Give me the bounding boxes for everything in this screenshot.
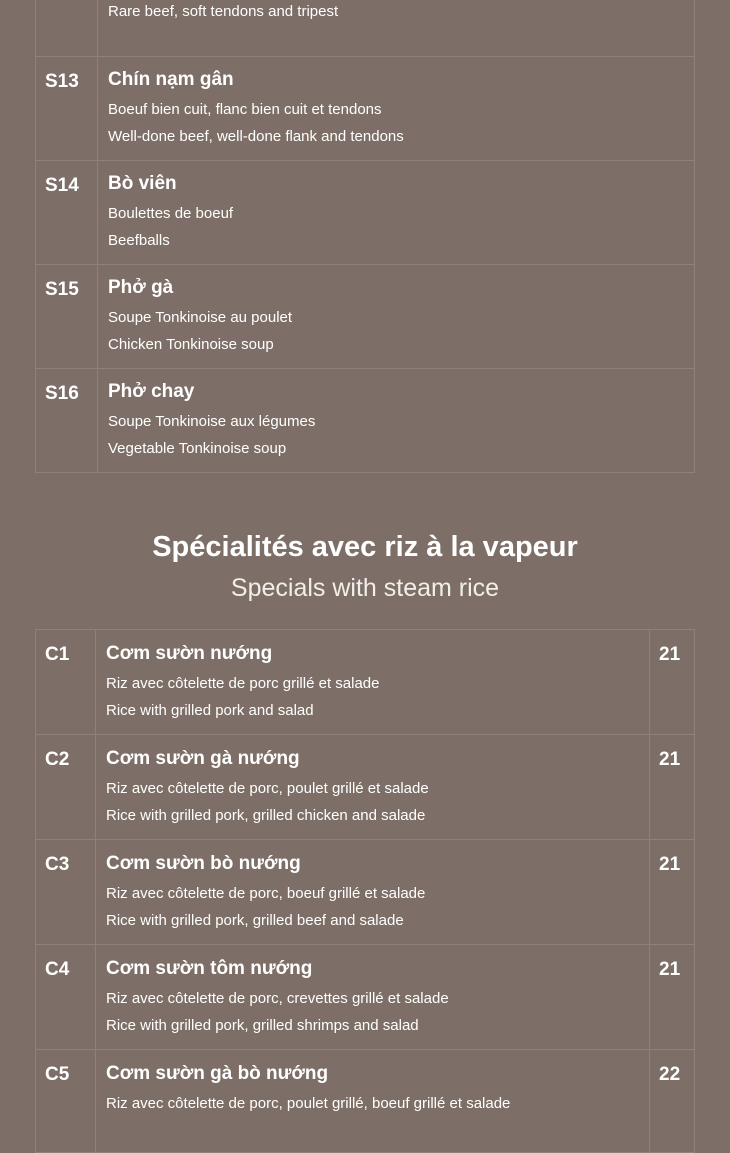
item-english-description: Rice with grilled pork, grilled shrimps and salad (106, 1017, 419, 1034)
item-description (98, 57, 695, 161)
item-description (96, 840, 650, 945)
item-description (98, 161, 695, 265)
item-english-description: Rice with grilled pork, grilled beef and salade (106, 912, 404, 929)
item-name: Phở chay (108, 381, 195, 402)
item-price: 21 (650, 735, 695, 840)
item-name: Phở gà (108, 277, 174, 298)
item-code: C3 (36, 840, 96, 945)
item-french-description: Riz avec côtelette de porc, boeuf grillé et salade (106, 885, 426, 902)
item-english-description: Vegetable Tonkinoise soup (108, 440, 287, 457)
item-price: 22 (650, 1050, 695, 1153)
item-french-description: Riz avec côtelette de porc, crevettes grillé et salade (106, 990, 449, 1007)
item-description (96, 1050, 650, 1153)
item-french-description: Soupe Tonkinoise au poulet (108, 309, 293, 326)
soup-menu-table (35, 0, 695, 473)
section-heading (0, 527, 730, 604)
item-name: Cơm sườn bò nướng (106, 853, 301, 874)
item-code: C2 (36, 735, 96, 840)
item-french-description: Riz avec côtelette de porc, poulet grillé et salade (106, 780, 429, 797)
item-description (96, 630, 650, 735)
item-english-description: Beefballs (108, 232, 170, 249)
item-name: Cơm sườn gà nướng (106, 748, 300, 769)
menu-row (36, 369, 695, 473)
item-english-description: Rice with grilled pork and salad (106, 702, 314, 719)
item-english-description: Rare beef, soft tendons and tripest (108, 3, 339, 20)
menu-row (36, 945, 695, 1050)
menu-row (36, 161, 695, 265)
item-price: 21 (650, 840, 695, 945)
rice-menu-table (35, 629, 695, 1153)
item-code: S14 (36, 161, 98, 265)
section-subtitle: Specials with steam rice (230, 574, 500, 602)
item-price: 21 (650, 630, 695, 735)
menu-row (36, 840, 695, 945)
menu-row (36, 630, 695, 735)
menu-row (36, 0, 695, 57)
item-french-description: Boeuf bien cuit, flanc bien cuit et tendons (108, 101, 382, 118)
item-code: S15 (36, 265, 98, 369)
item-description (96, 735, 650, 840)
menu-row (36, 265, 695, 369)
item-price: 21 (650, 945, 695, 1050)
item-code: S16 (36, 369, 98, 473)
item-code: C4 (36, 945, 96, 1050)
item-name: Cơm sườn nướng (106, 643, 273, 664)
item-french-description: Riz avec côtelette de porc, poulet grillé, boeuf grillé et salade (106, 1095, 511, 1112)
item-description (98, 265, 695, 369)
item-description (96, 945, 650, 1050)
item-code: S13 (36, 57, 98, 161)
section-title: Spécialités avec riz à la vapeur (152, 531, 578, 563)
menu-row (36, 1050, 695, 1153)
item-french-description: Boulettes de boeuf (108, 205, 234, 222)
item-name: Chín nạm gân (108, 69, 234, 90)
menu-row (36, 735, 695, 840)
item-code: C1 (36, 630, 96, 735)
item-description (98, 369, 695, 473)
item-french-description: Riz avec côtelette de porc grillé et salade (106, 675, 380, 692)
item-name: Cơm sườn gà bò nướng (106, 1063, 329, 1084)
item-english-description: Rice with grilled pork, grilled chicken and salade (106, 807, 426, 824)
item-code (36, 0, 98, 57)
item-code: C5 (36, 1050, 96, 1153)
item-name: Cơm sườn tôm nướng (106, 958, 313, 979)
menu-row (36, 57, 695, 161)
item-description (98, 0, 695, 57)
item-name: Bò viên (108, 173, 177, 194)
item-french-description: Soupe Tonkinoise aux légumes (108, 413, 316, 430)
item-english-description: Chicken Tonkinoise soup (108, 336, 274, 353)
item-english-description: Well-done beef, well-done flank and tendons (108, 128, 404, 145)
